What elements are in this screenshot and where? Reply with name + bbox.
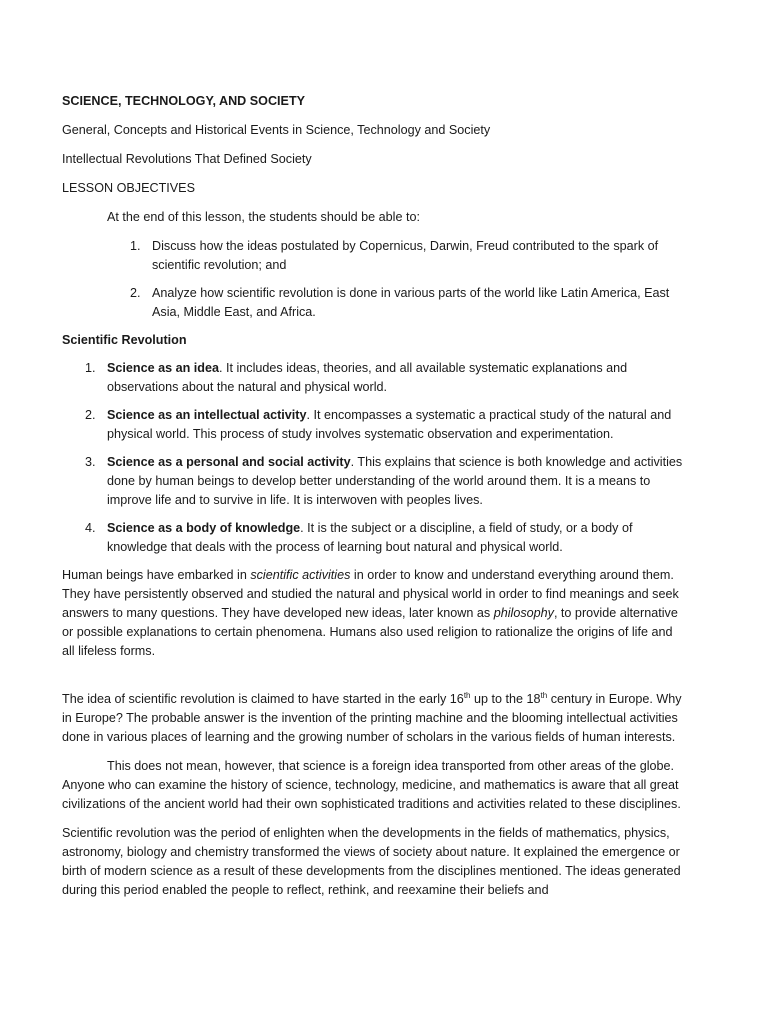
definition-term: Science as a personal and social activity bbox=[107, 455, 351, 469]
paragraph-text: Scientific revolution was the period of enlighten when the developments in the fields of mathematics, physics, astronomy, biology and chemistry transformed the views of society about nature. It explained the emergence or birth of modern science as a result of these developments from the disciplines mentioned. The ideas generated during this period enabled the people to reflect, rethink, and reexamine their beliefs and bbox=[62, 826, 681, 897]
science-definition-item bbox=[62, 406, 684, 444]
definition-text: . This explains that science is both knowledge and activities done by human beings to develop better understanding of the world around them. It is a means to improve life and to survive in life. It is interwoven with peoples lives. bbox=[107, 455, 683, 507]
definition-number: 1. bbox=[85, 361, 96, 375]
paragraph-not-foreign-idea bbox=[62, 757, 684, 814]
paragraph-text: up to the 18 bbox=[470, 692, 541, 706]
document-page bbox=[62, 92, 684, 910]
definition-text: . It encompasses a systematic a practical study of the natural and physical world. This process of study involves systematic observation and experimentation. bbox=[107, 408, 672, 441]
ordinal-suffix: th bbox=[540, 690, 548, 700]
document-title: SCIENCE, TECHNOLOGY, AND SOCIETY bbox=[62, 94, 306, 108]
objective-item bbox=[62, 237, 684, 275]
objective-number: 2. bbox=[130, 286, 141, 300]
objective-text: Discuss how the ideas postulated by Copernicus, Darwin, Freud contributed to the spark of scientific revolution; and bbox=[152, 239, 659, 272]
ordinal-suffix: th bbox=[463, 690, 471, 700]
definition-term: Science as a body of knowledge bbox=[107, 521, 301, 535]
definition-number: 2. bbox=[85, 408, 96, 422]
paragraph-period-of-enlighten bbox=[62, 824, 684, 900]
objectives-list bbox=[62, 237, 684, 322]
definition-term: Science as an idea bbox=[107, 361, 220, 375]
definition-term: Science as an intellectual activity bbox=[107, 408, 307, 422]
paragraph-text: The idea of scientific revolution is claimed to have started in the early 16 bbox=[62, 692, 464, 706]
document-subtitle-general: General, Concepts and Historical Events in Science, Technology and Society bbox=[62, 123, 491, 137]
paragraph-emphasis: philosophy bbox=[493, 606, 554, 620]
paragraph-idea-of-revolution bbox=[62, 690, 684, 747]
objective-item bbox=[62, 284, 684, 322]
science-definition-item bbox=[62, 453, 684, 510]
science-definition-item bbox=[62, 359, 684, 397]
paragraph-text: , to provide alternative or possible explanations to certain phenomena. Humans also used religion to rationalize the origins of life and all lifeless forms. bbox=[62, 606, 678, 658]
paragraph-text: This does not mean, however, that science is a foreign idea transported from other areas of the globe. Anyone who can examine the history of science, technology, medicine, and mathematics is aware that all great civilizations of the ancient world had their own sophisticated traditions and activities related to these disciplines. bbox=[62, 759, 681, 811]
science-definition-item bbox=[62, 519, 684, 557]
paragraph-text: century in Europe. Why in Europe? The probable answer is the invention of the printing machine and the blooming intellectual activities done in various places of learning and the growing number of scholars in the various fields of human interests. bbox=[62, 692, 682, 744]
definition-number: 3. bbox=[85, 455, 96, 469]
paragraph-text: in order to know and understand everything around them. They have persistently observed and studied the natural and physical world in order to find meanings and seek answers to many questions. They have developed new ideas, later known as bbox=[62, 568, 679, 620]
objectives-heading: LESSON OBJECTIVES bbox=[62, 181, 195, 195]
definition-text: . It includes ideas, theories, and all available systematic explanations and observations about the natural and physical world. bbox=[107, 361, 628, 394]
science-definitions-list bbox=[62, 359, 684, 557]
paragraph-human-beings bbox=[62, 566, 684, 661]
definition-number: 4. bbox=[85, 521, 96, 535]
document-subtitle-intellectual: Intellectual Revolutions That Defined Society bbox=[62, 152, 312, 166]
definition-text: . It is the subject or a discipline, a field of study, or a body of knowledge that deals with the process of learning bout natural and physical world. bbox=[107, 521, 633, 554]
scientific-revolution-heading: Scientific Revolution bbox=[62, 333, 187, 347]
objectives-intro: At the end of this lesson, the students should be able to: bbox=[107, 210, 420, 224]
objective-number: 1. bbox=[130, 239, 141, 253]
objective-text: Analyze how scientific revolution is done in various parts of the world like Latin America, East Asia, Middle East, and Africa. bbox=[152, 286, 670, 319]
paragraph-emphasis: scientific activities bbox=[250, 568, 351, 582]
paragraph-text: Human beings have embarked in bbox=[62, 568, 251, 582]
